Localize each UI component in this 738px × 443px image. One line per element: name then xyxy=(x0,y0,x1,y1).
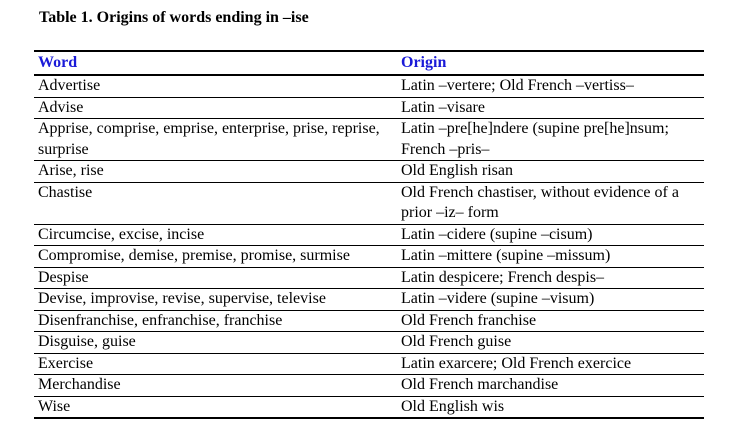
origin-cell xyxy=(395,375,704,397)
table-row xyxy=(34,310,704,332)
word-text: Devise, improvise, revise, supervise, televise xyxy=(38,290,326,307)
word-text: Apprise, comprise, emprise, enterprise, prise, reprise, surprise xyxy=(38,120,380,158)
origin-text: Latin –mittere (supine –missum) xyxy=(401,247,611,264)
origin-text: Latin despicere; French despis– xyxy=(401,268,605,286)
word-cell xyxy=(34,161,395,183)
origin-cell xyxy=(395,396,704,418)
word-text: Wise xyxy=(38,397,71,415)
origin-text: Latin –cidere (supine –cisum) xyxy=(401,225,593,243)
word-text: Disguise, guise xyxy=(38,333,136,350)
word-cell xyxy=(34,396,395,418)
word-text: Disenfranchise, enfranchise, franchise xyxy=(38,311,283,329)
origin-cell xyxy=(395,289,704,311)
word-text: Chastise xyxy=(38,183,93,201)
word-cell xyxy=(34,267,395,289)
word-text: Merchandise xyxy=(38,376,121,393)
origin-text: Old French guise xyxy=(401,333,512,350)
table-row xyxy=(34,353,704,375)
origins-table xyxy=(34,50,704,419)
word-text: Advertise xyxy=(38,77,101,94)
word-text: Circumcise, excise, incise xyxy=(38,225,205,243)
word-text: Exercise xyxy=(38,354,94,372)
word-cell xyxy=(34,224,395,246)
origin-text: Old French chastiser, without evidence of a prior –iz– form xyxy=(401,183,679,221)
table-row xyxy=(34,119,704,161)
table-body xyxy=(34,75,704,418)
origin-text: Old English wis xyxy=(401,397,505,415)
table-row xyxy=(34,75,704,97)
header-origin: Origin xyxy=(395,51,704,75)
word-cell xyxy=(34,289,395,311)
header-word: Word xyxy=(34,51,395,75)
word-cell xyxy=(34,246,395,268)
origin-cell xyxy=(395,161,704,183)
origin-cell xyxy=(395,246,704,268)
origin-text: Latin exarcere; Old French exercice xyxy=(401,354,632,372)
word-cell xyxy=(34,375,395,397)
origin-text: Latin –videre (supine –visum) xyxy=(401,290,595,307)
header-row xyxy=(34,51,704,75)
word-text: Compromise, demise, premise, promise, surmise xyxy=(38,247,350,264)
word-text: Despise xyxy=(38,268,89,286)
origin-text: Latin –vertere; Old French –vertiss– xyxy=(401,77,634,94)
origin-cell xyxy=(395,224,704,246)
table-row xyxy=(34,375,704,397)
origin-cell xyxy=(395,75,704,97)
word-cell xyxy=(34,182,395,224)
origin-cell xyxy=(395,182,704,224)
table-row xyxy=(34,246,704,268)
word-cell xyxy=(34,75,395,97)
origin-cell xyxy=(395,332,704,354)
table-row xyxy=(34,161,704,183)
table-row xyxy=(34,182,704,224)
origin-cell xyxy=(395,310,704,332)
origin-text: Old French franchise xyxy=(401,311,537,329)
origin-text: Latin –pre[he]ndere (supine pre[he]nsum; French –pris– xyxy=(401,120,669,158)
table-header xyxy=(34,51,704,75)
word-cell xyxy=(34,332,395,354)
word-cell xyxy=(34,310,395,332)
origin-text: Latin –visare xyxy=(401,98,485,116)
word-cell xyxy=(34,119,395,161)
table-row xyxy=(34,396,704,418)
origin-cell xyxy=(395,119,704,161)
word-text: Arise, rise xyxy=(38,162,104,179)
word-cell xyxy=(34,353,395,375)
origin-text: Old French marchandise xyxy=(401,376,559,393)
table-row xyxy=(34,332,704,354)
table-caption: Table 1. Origins of words ending in –ise xyxy=(39,9,309,26)
origin-cell xyxy=(395,353,704,375)
word-cell xyxy=(34,97,395,119)
table-row xyxy=(34,97,704,119)
table-row xyxy=(34,289,704,311)
table-row xyxy=(34,224,704,246)
word-text: Advise xyxy=(38,98,84,116)
origin-cell xyxy=(395,267,704,289)
table-row xyxy=(34,267,704,289)
origin-cell xyxy=(395,97,704,119)
origin-text: Old English risan xyxy=(401,162,513,179)
